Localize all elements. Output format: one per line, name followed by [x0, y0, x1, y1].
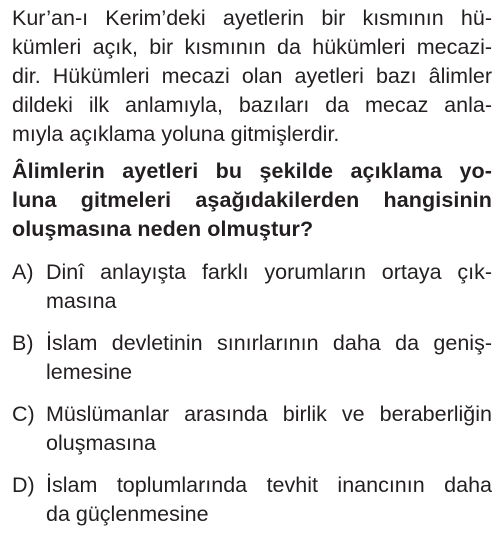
option-line: da güçlenmesine: [46, 502, 209, 526]
stem-line: Kur’an-ı Kerim’deki ayetlerin bir kısmının hü-: [12, 6, 492, 30]
option-d[interactable]: [12, 471, 492, 529]
option-line: İslam devletinin sınırlarının daha da geniş-: [46, 331, 492, 355]
option-line: Dinî anlayışta farklı yorumların ortaya çık-: [46, 260, 492, 284]
option-line: lemesine: [46, 360, 133, 384]
option-line: Müslümanlar arasında birlik ve beraberliğin: [46, 402, 492, 426]
question-stem: [12, 4, 492, 149]
option-letter: C): [12, 402, 35, 426]
option-a[interactable]: [12, 258, 492, 316]
question-line: luna gitmeleri aşağıdakilerden hangisinin: [12, 188, 492, 212]
question-line: oluşmasına neden olmuştur?: [12, 217, 314, 241]
question-line: Âlimlerin ayetleri bu şekilde açıklama yo-: [12, 159, 492, 183]
option-letter: A): [12, 260, 34, 284]
option-line: oluşmasına: [46, 431, 156, 455]
option-letter: D): [12, 473, 35, 497]
option-b[interactable]: [12, 329, 492, 387]
answer-options: [12, 258, 492, 529]
option-c[interactable]: [12, 400, 492, 458]
option-line: masına: [46, 289, 117, 313]
option-letter: B): [12, 331, 34, 355]
question-prompt: [12, 157, 492, 244]
stem-line: dildeki ilk anlamıyla, bazıları da mecaz anla-: [12, 93, 492, 117]
option-line: İslam toplumlarında tevhit inancının daha: [46, 473, 492, 497]
stem-line: mıyla açıklama yoluna gitmişlerdir.: [12, 122, 340, 146]
stem-line: dir. Hükümleri mecazi olan ayetleri bazı âlimler: [12, 64, 492, 88]
stem-line: kümleri açık, bir kısmının da hükümleri mecazi-: [12, 35, 492, 59]
